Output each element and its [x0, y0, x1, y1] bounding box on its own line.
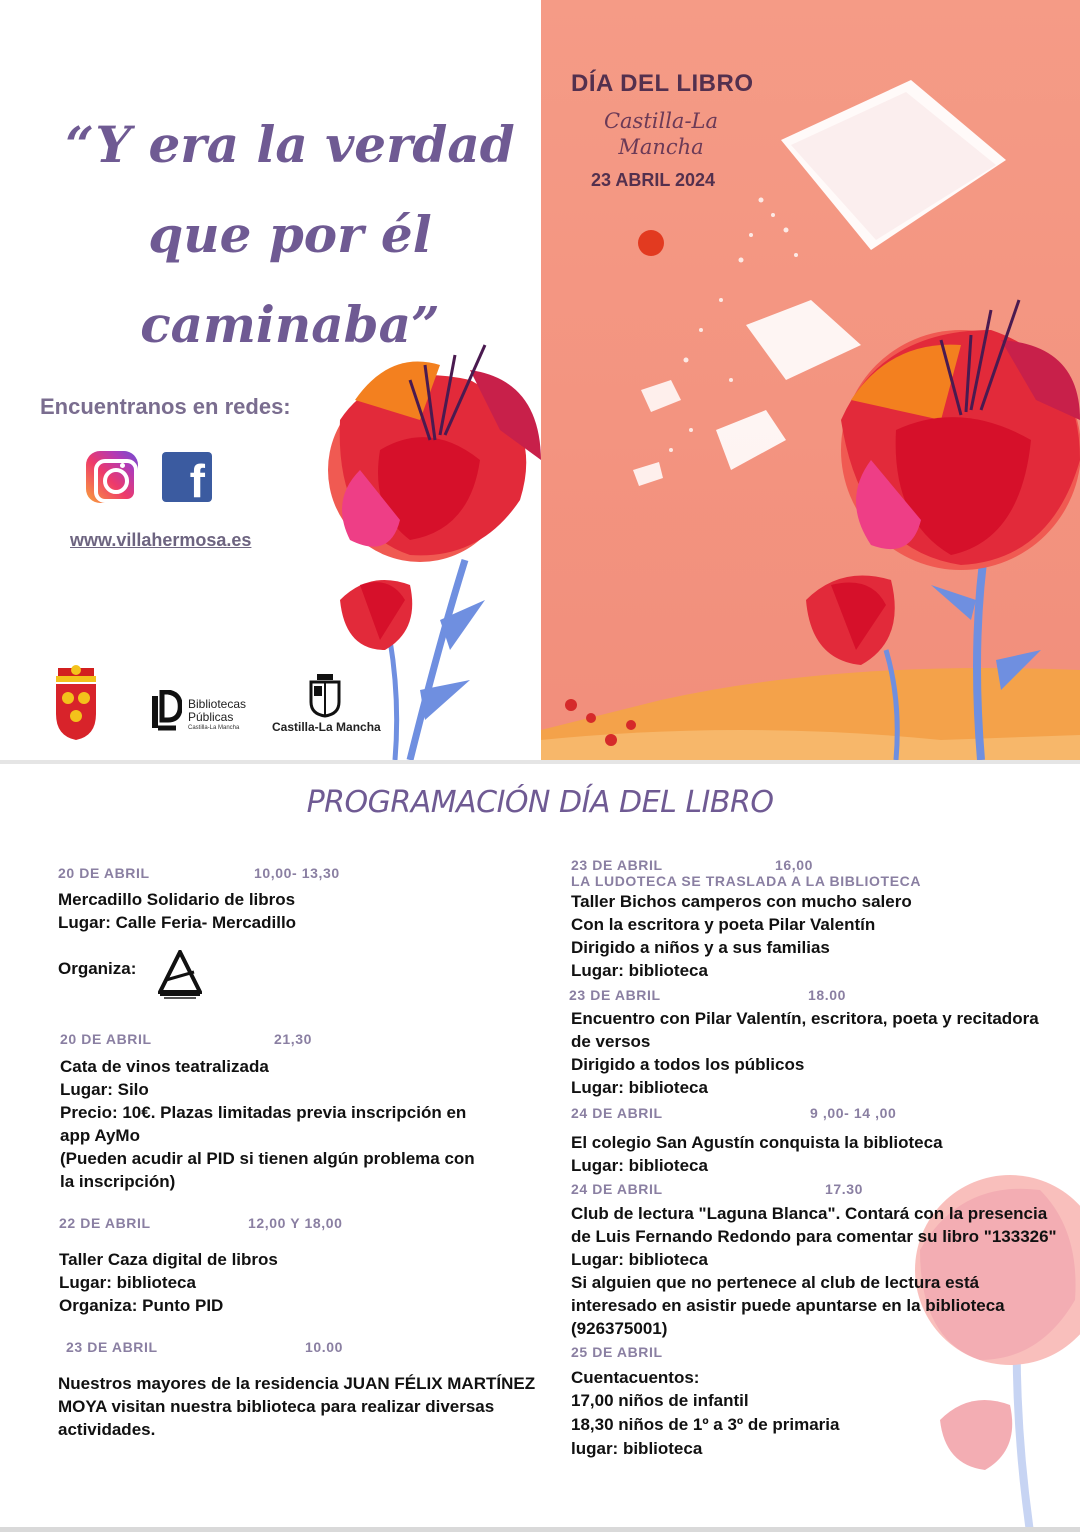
event-time: 16,00 [775, 857, 814, 873]
azuca-logo [158, 950, 202, 1000]
program-title: PROGRAMACIÓN DÍA DEL LIBRO [306, 785, 774, 820]
event-date: 20 DE ABRIL [58, 865, 150, 881]
event-line: Organiza: Punto PID [59, 1296, 224, 1315]
event-subtitle: LA LUDOTECA SE TRASLADA A LA BIBLIOTECA [571, 873, 922, 889]
event-line: Lugar: biblioteca [571, 1156, 708, 1175]
bibliotecas-logo [148, 690, 268, 736]
poster-title: DÍA DEL LIBRO [571, 70, 754, 97]
event-time: 12,00 Y 18,00 [248, 1215, 343, 1231]
event-line: Lugar: biblioteca [571, 961, 708, 980]
clm-label: Castilla-La Mancha [272, 720, 381, 734]
poster-subtitle [576, 108, 746, 160]
poster-subtitle-line-1: Castilla-La [603, 109, 719, 133]
event-line: Lugar: biblioteca [571, 1250, 708, 1269]
event-line: de Luis Fernando Redondo para comentar su libro "133326" [571, 1227, 1057, 1246]
event-date: 24 DE ABRIL [571, 1105, 663, 1121]
event-line: Dirigido a todos los públicos [571, 1055, 805, 1074]
event-date: 23 DE ABRIL [66, 1339, 158, 1355]
website-link[interactable]: www.villahermosa.es [70, 530, 252, 550]
poster-header [0, 0, 1080, 760]
event-line: (926375001) [571, 1319, 668, 1338]
bottom-border [0, 1527, 1080, 1532]
event-line: Taller Bichos camperos con mucho salero [571, 892, 912, 911]
bibliotecas-mark-icon [148, 690, 182, 734]
event-date: 25 DE ABRIL [571, 1344, 663, 1360]
clm-shield-icon [305, 672, 345, 718]
event-line: Club de lectura "Laguna Blanca". Contará con la presencia [571, 1204, 1048, 1223]
event-time: 9 ,00- 14 ,00 [810, 1105, 897, 1121]
event-date: 23 DE ABRIL [571, 857, 663, 873]
left-panel [0, 0, 541, 760]
event-line: 17,00 niños de infantil [571, 1391, 749, 1410]
event-time: 10.00 [305, 1339, 344, 1355]
event-line: Con la escritora y poeta Pilar Valentín [571, 915, 876, 934]
event-line: Si alguien que no pertenece al club de lectura está [571, 1273, 980, 1292]
quote-line-1: “Y era la verdad [65, 115, 515, 174]
event-line: 18,30 niños de 1º a 3º de primaria [571, 1415, 840, 1434]
event-date: 23 DE ABRIL [569, 987, 661, 1003]
event-time: 21,30 [274, 1031, 313, 1047]
event-time: 10,00- 13,30 [254, 865, 340, 881]
event-line: Lugar: biblioteca [571, 1078, 708, 1097]
event-line: la inscripción) [60, 1172, 176, 1191]
event-time: 17.30 [825, 1181, 864, 1197]
event-line: Taller Caza digital de libros [59, 1250, 278, 1269]
event-line: actividades. [58, 1420, 156, 1439]
quote-line-2: que por él [148, 205, 432, 264]
event-time: 18.00 [808, 987, 847, 1003]
event-line: Nuestros mayores de la residencia JUAN FÉLIX MARTÍNEZ [58, 1374, 536, 1393]
event-line: Lugar: Silo [60, 1080, 149, 1099]
coat-of-arms-icon [52, 664, 100, 742]
quote-line-3: caminaba” [140, 295, 440, 354]
event-line: MOYA visitan nuestra biblioteca para realizar diversas [58, 1397, 495, 1416]
event-line: Precio: 10€. Plazas limitadas previa inscripción en [60, 1103, 467, 1122]
event-line: interesado en asistir puede apuntarse en la biblioteca [571, 1296, 1005, 1315]
decorative-poppy [860, 1140, 1080, 1532]
event-line: app AyMo [60, 1126, 140, 1145]
poster-subtitle-line-2: Mancha [618, 135, 704, 159]
event-line: Lugar: Calle Feria- Mercadillo [58, 913, 297, 932]
section-divider [0, 760, 1080, 764]
bib-line-3: Castilla-La Mancha [188, 725, 240, 731]
event-line: Cuentacuentos: [571, 1368, 700, 1387]
event-date: 24 DE ABRIL [571, 1181, 663, 1197]
event-line: de versos [571, 1032, 651, 1051]
castilla-la-mancha-logo [270, 672, 380, 742]
event-date: 20 DE ABRIL [60, 1031, 152, 1047]
event-line: (Pueden acudir al PID si tienen algún problema con [60, 1149, 475, 1168]
event-line: Dirigido a niños y a sus familias [571, 938, 830, 957]
poster-date: 23 ABRIL 2024 [591, 170, 716, 190]
event-line: Cata de vinos teatralizada [60, 1057, 269, 1076]
event-line: Lugar: biblioteca [59, 1273, 196, 1292]
poppy-illustration-left [0, 0, 541, 760]
networks-label: Encuentranos en redes: [40, 394, 291, 419]
event-line: Mercadillo Solidario de libros [58, 890, 296, 909]
event-line: El colegio San Agustín conquista la biblioteca [571, 1133, 943, 1152]
event-line: Encuentro con Pilar Valentín, escritora, poeta y recitadora [571, 1009, 1039, 1028]
facebook-icon[interactable]: f [162, 452, 212, 502]
event-date: 22 DE ABRIL [59, 1215, 151, 1231]
event-line: lugar: biblioteca [571, 1439, 703, 1458]
bib-line-1: Bibliotecas [188, 697, 247, 711]
organiza-label: Organiza: [58, 959, 137, 978]
bib-line-2: Públicas [188, 710, 234, 724]
